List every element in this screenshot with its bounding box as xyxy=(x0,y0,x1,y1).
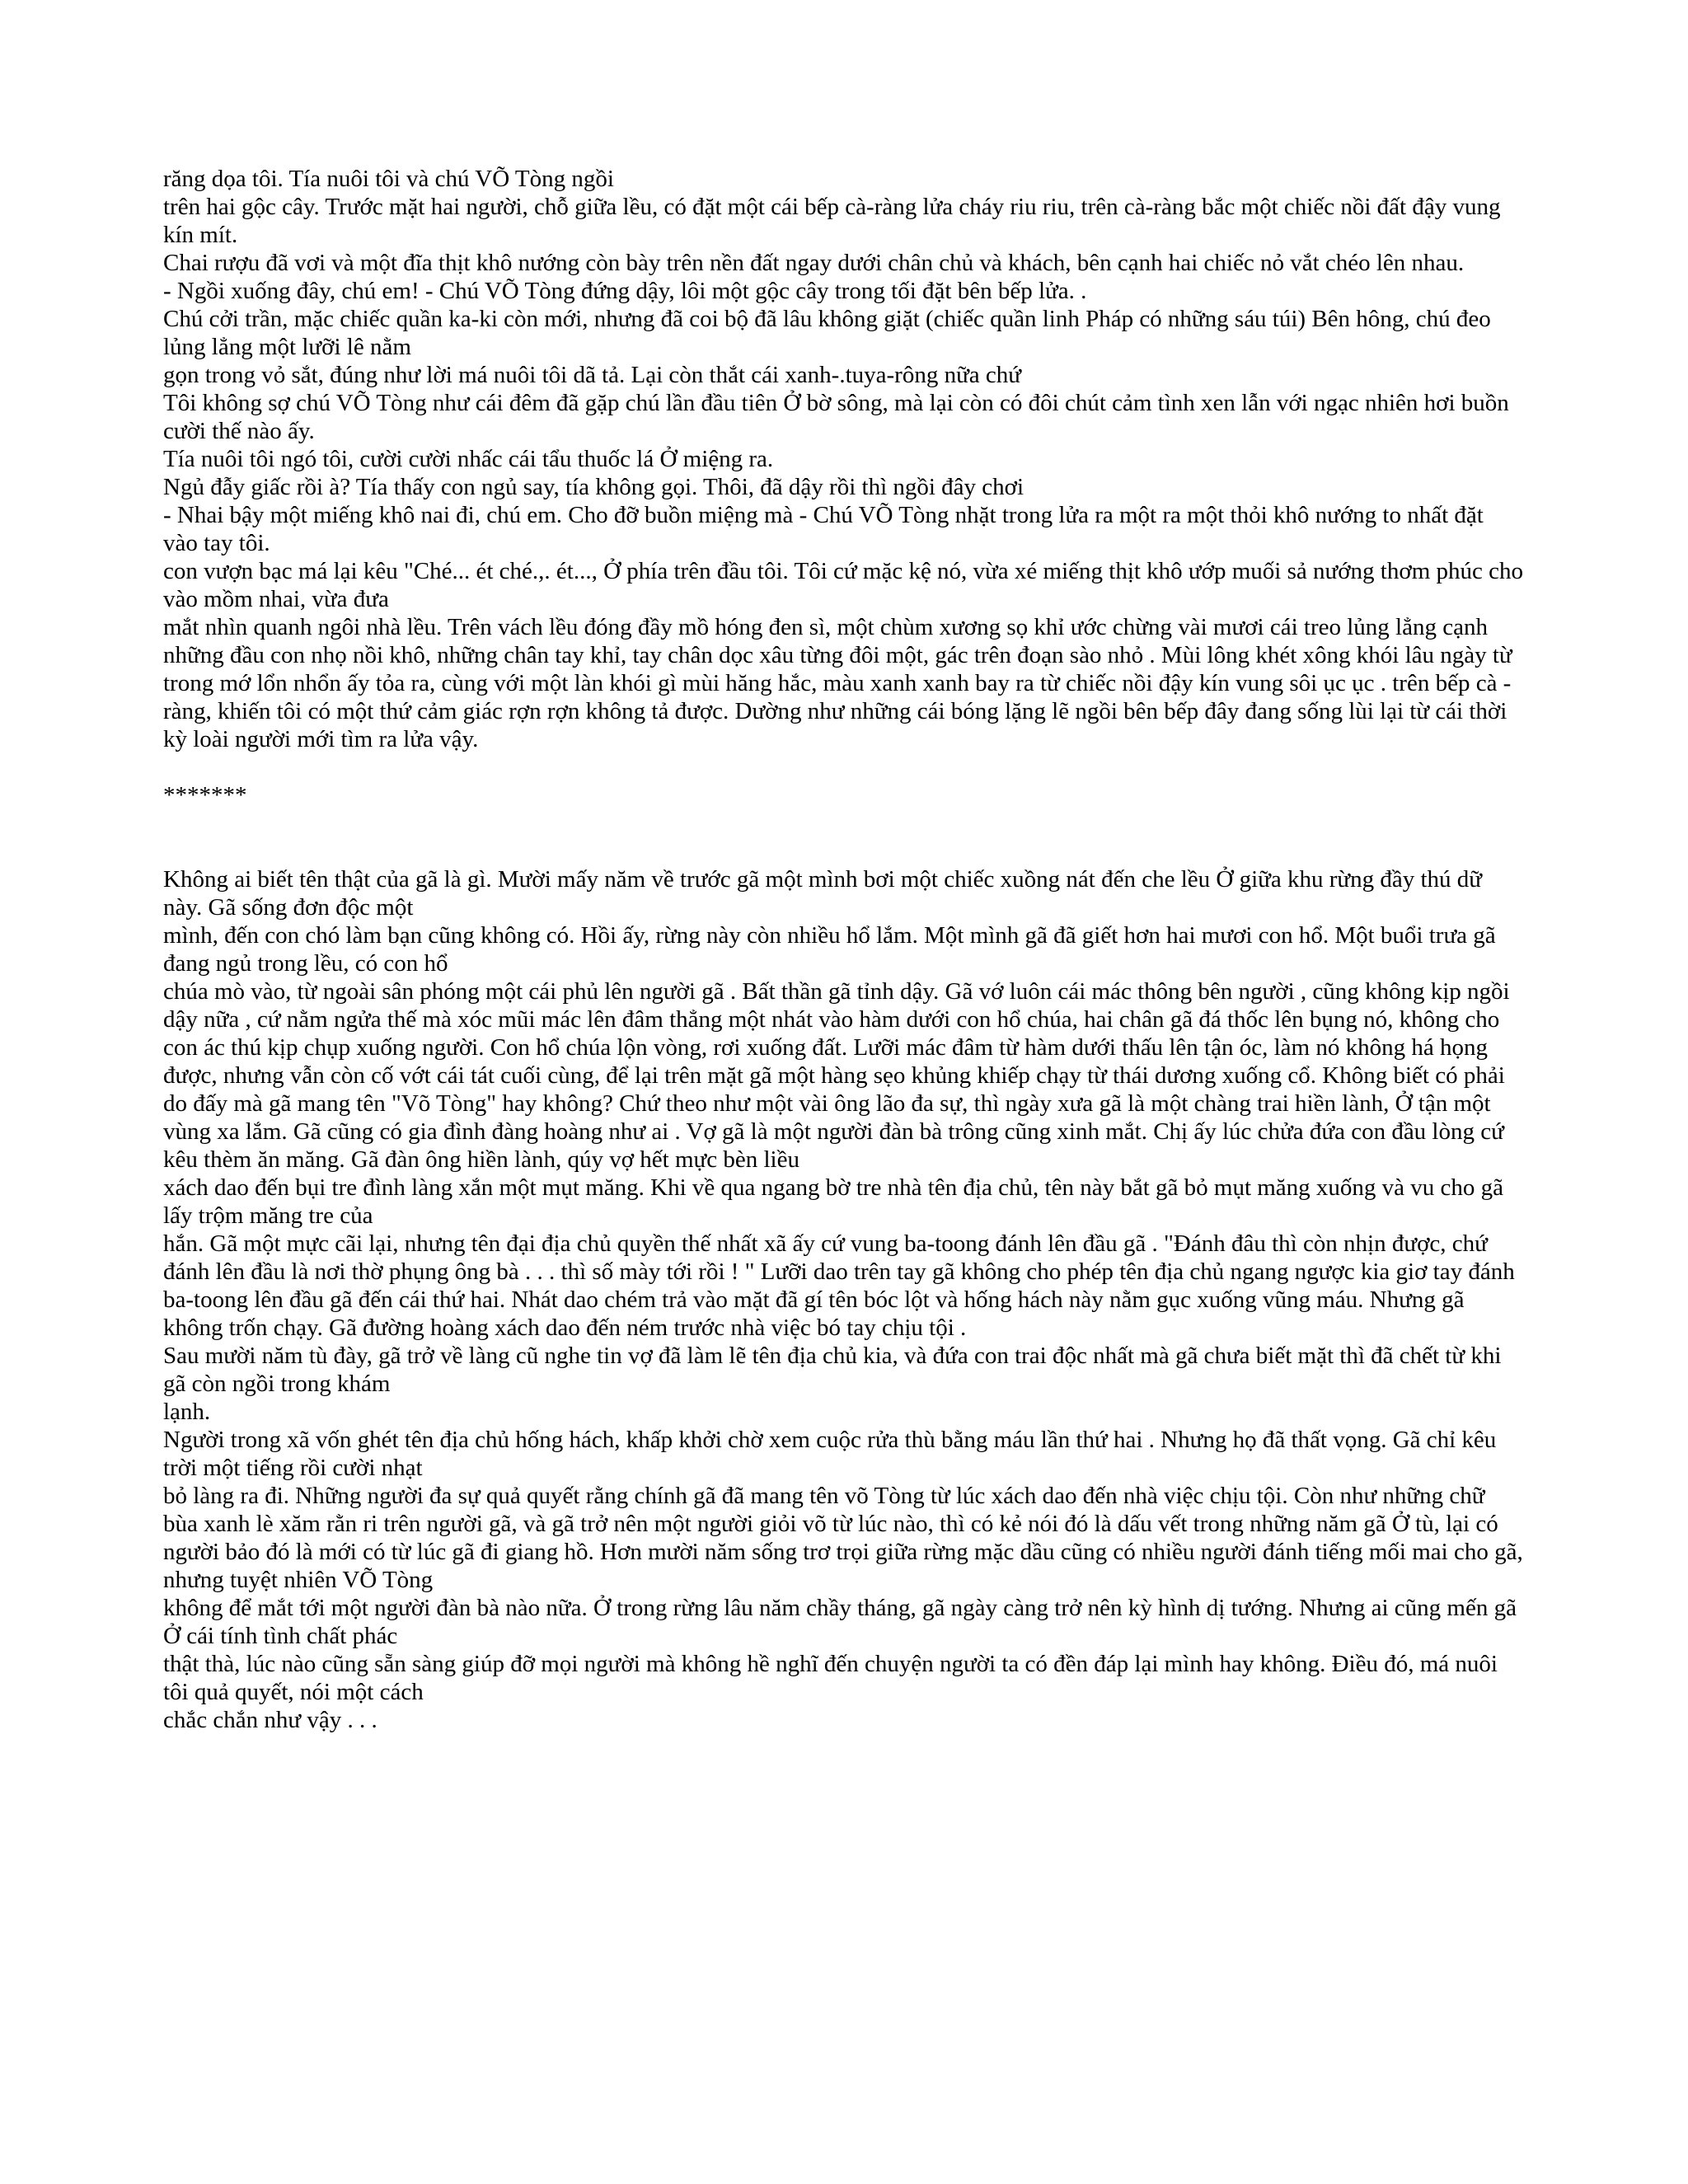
section-separator: ******* xyxy=(163,782,247,808)
paragraph: gọn trong vỏ sắt, đúng như lời má nuôi tôi dã tả. Lại còn thắt cái xanh-.tuya-rông nữa chứ xyxy=(163,362,1021,388)
paragraph: - Nhai bậy một miếng khô nai đi, chú em. Cho đỡ buồn miệng mà - Chú VÕ Tòng nhặt trong lửa ra một ra một thỏi khô nướng to nhất đặt vào tay tôi. xyxy=(163,502,1484,556)
section-1 xyxy=(163,165,1523,753)
paragraph: răng dọa tôi. Tía nuôi tôi và chú VÕ Tòng ngồi xyxy=(163,166,614,192)
paragraph: Tía nuôi tôi ngó tôi, cười cười nhấc cái tẩu thuốc lá Ở miệng ra. xyxy=(163,446,774,472)
paragraph: Chú cởi trần, mặc chiếc quần ka-ki còn mới, nhưng đã coi bộ đã lâu không giặt (chiếc quần linh Pháp có những sáu túi) Bên hông, chú đeo lủng lẳng một lưỡi lê nằm xyxy=(163,306,1491,360)
document-page xyxy=(163,165,1523,1734)
paragraph: Sau mười năm tù đày, gã trở về làng cũ nghe tin vợ đã làm lẽ tên địa chủ kia, và đứa con trai độc nhất mà gã chưa biết mặt thì đã chết từ khi gã còn ngồi trong khám xyxy=(163,1343,1502,1397)
paragraph: Chai rượu đã vơi và một đĩa thịt khô nướng còn bày trên nền đất ngay dưới chân chủ và khách, bên cạnh hai chiếc nỏ vắt chéo lên nhau. xyxy=(163,250,1465,276)
paragraph: lạnh. xyxy=(163,1399,211,1425)
paragraph: Ngủ đẫy giấc rồi à? Tía thấy con ngủ say, tía không gọi. Thôi, đã dậy rồi thì ngồi đây chơi xyxy=(163,474,1025,500)
paragraph: mắt nhìn quanh ngôi nhà lều. Trên vách lều đóng đầy mồ hóng đen sì, một chùm xương sọ khỉ ước chừng vài mươi cái treo lủng lẳng cạnh những đầu con nhọ nồi khô, những chân tay khỉ, tay chân dọc xâu từng đôi một, gác trên đoạn sào nhỏ . Mùi lông khét xông khói lâu ngày từ trong mớ lổn nhổn ấy tỏa ra, cùng với một làn khói gì mùi hăng hắc, màu xanh xanh bay ra từ chiếc nồi đậy kín vung sôi ục ục . trên bếp cà -ràng, khiến tôi có một thứ cảm giác rợn rợn không tả được. Dường như những cái bóng lặng lẽ ngồi bên bếp đây đang sống lùi lại từ cái thời kỳ loài người mới tìm ra lửa vậy. xyxy=(163,614,1512,752)
paragraph: Tôi không sợ chú VÕ Tòng như cái đêm đã gặp chú lần đầu tiên Ở bờ sông, mà lại còn có đôi chút cảm tình xen lẫn với ngạc nhiên hơi buồn cười thế nào ấy. xyxy=(163,390,1509,444)
paragraph: chúa mò vào, từ ngoài sân phóng một cái phủ lên người gã . Bất thần gã tỉnh dậy. Gã vớ luôn cái mác thông bên người , cũng không kịp ngồi dậy nữa , cứ nằm ngửa thế mà xóc mũi mác lên đâm thẳng một nhát vào hàm dưới con hổ chúa, hai chân gã đá thốc lên bụng nó, không cho con ác thú kịp chụp xuống người. Con hổ chúa lộn vòng, rơi xuống đất. Lưỡi mác đâm từ hàm dưới thấu lên tận óc, làm nó không há họng được, nhưng vẫn còn cố vớt cái tát cuối cùng, để lại trên mặt gã một hàng sẹo khủng khiếp chạy từ thái dương xuống cổ. Không biết có phải do đấy mà gã mang tên "Võ Tòng" hay không? Chứ theo như một vài ông lão đa sự, thì ngày xưa gã là một chàng trai hiền lành, Ở tận một vùng xa lắm. Gã cũng có gia đình đàng hoàng như ai . Vợ gã là một người đàn bà trông cũng xinh mắt. Chị ấy lúc chửa đứa con đầu lòng cứ kêu thèm ăn măng. Gã đàn ông hiền lành, qúy vợ hết mực bèn liều xyxy=(163,978,1510,1173)
section-2 xyxy=(163,865,1523,1734)
blank-line xyxy=(163,753,1523,781)
blank-line xyxy=(163,837,1523,865)
blank-line xyxy=(163,809,1523,837)
paragraph: bỏ làng ra đi. Những người đa sự quả quyết rằng chính gã đã mang tên võ Tòng từ lúc xách dao đến nhà việc chịu tội. Còn như những chữ bùa xanh lè xăm rằn ri trên người gã, và gã trở nên một người giỏi võ từ lúc nào, thì có kẻ nói đó là dấu vết trong những năm gã Ở tù, lại có người bảo đó là mới có từ lúc gã đi giang hồ. Hơn mười năm sống trơ trọi giữa rừng mặc dầu cũng có nhiều người đánh tiếng mối mai cho gã, nhưng tuyệt nhiên VÕ Tòng xyxy=(163,1483,1523,1593)
paragraph: con vượn bạc má lại kêu "Ché... ét ché.,. ét..., Ở phía trên đầu tôi. Tôi cứ mặc kệ nó, vừa xé miếng thịt khô ướp muối sả nướng thơm phúc cho vào mồm nhai, vừa đưa xyxy=(163,558,1523,612)
paragraph: thật thà, lúc nào cũng sẵn sàng giúp đỡ mọi người mà không hề nghĩ đến chuyện người ta có đền đáp lại mình hay không. Điều đó, má nuôi tôi quả quyết, nói một cách xyxy=(163,1651,1498,1705)
paragraph: Người trong xã vốn ghét tên địa chủ hống hách, khấp khởi chờ xem cuộc rửa thù bằng máu lần thứ hai . Nhưng họ đã thất vọng. Gã chỉ kêu trời một tiếng rồi cười nhạt xyxy=(163,1427,1497,1481)
paragraph: trên hai gộc cây. Trước mặt hai người, chỗ giữa lều, có đặt một cái bếp cà-ràng lửa cháy riu riu, trên cà-ràng bắc một chiếc nồi đất đậy vung kín mít. xyxy=(163,194,1501,248)
paragraph: xách dao đến bụi tre đình làng xắn một mụt măng. Khi về qua ngang bờ tre nhà tên địa chủ, tên này bắt gã bỏ mụt măng xuống và vu cho gã lấy trộm măng tre của xyxy=(163,1174,1504,1229)
paragraph: mình, đến con chó làm bạn cũng không có. Hồi ấy, rừng này còn nhiều hổ lắm. Một mình gã đã giết hơn hai mươi con hổ. Một buổi trưa gã đang ngủ trong lều, có con hổ xyxy=(163,922,1496,977)
paragraph: chắc chắn như vậy . . . xyxy=(163,1707,377,1733)
paragraph: hắn. Gã một mực cãi lại, nhưng tên đại địa chủ quyền thế nhất xã ấy cứ vung ba-toong đánh lên đầu gã . "Đánh đâu thì còn nhịn được, chứ đánh lên đầu là nơi thờ phụng ông bà . . . thì số mày tới rồi ! " Lưỡi dao trên tay gã không cho phép tên địa chủ ngang ngược kia giơ tay đánh ba-toong lên đầu gã đến cái thứ hai. Nhát dao chém trả vào mặt đã gí tên bóc lột và hống hách này nằm gục xuống vũng máu. Nhưng gã không trốn chạy. Gã đường hoàng xách dao đến ném trước nhà việc bó tay chịu tội . xyxy=(163,1230,1515,1341)
paragraph: Không ai biết tên thật của gã là gì. Mười mấy năm về trước gã một mình bơi một chiếc xuồng nát đến che lều Ở giữa khu rừng đầy thú dữ này. Gã sống đơn độc một xyxy=(163,866,1482,921)
paragraph: - Ngồi xuống đây, chú em! - Chú VÕ Tòng đứng dậy, lôi một gộc cây trong tối đặt bên bếp lửa. . xyxy=(163,278,1087,304)
paragraph: không để mắt tới một người đàn bà nào nữa. Ở trong rừng lâu năm chầy tháng, gã ngày càng trở nên kỳ hình dị tướng. Nhưng ai cũng mến gã Ở cái tính tình chất phác xyxy=(163,1595,1517,1649)
